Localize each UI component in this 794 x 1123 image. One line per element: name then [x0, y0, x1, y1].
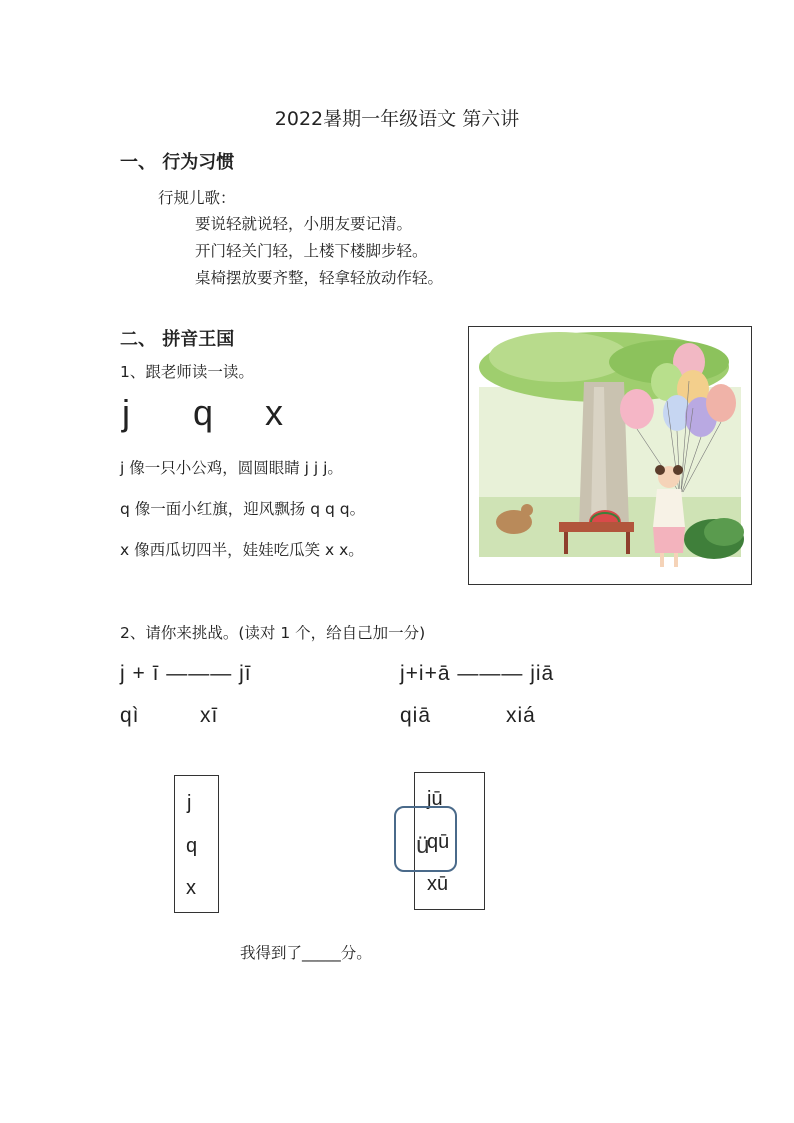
letter-j: j [122, 392, 130, 433]
section-heading-pinyin: 二、 拼音王国 [120, 329, 235, 350]
pinyin-item: xiá [506, 704, 536, 727]
score-line: 我得到了_____分。 [240, 944, 372, 962]
song-line: 开门轻关门轻，上楼下楼脚步轻。 [195, 242, 428, 260]
initial-letter: j [187, 792, 192, 814]
initial-letter: q [186, 835, 198, 857]
syllable: xū [427, 873, 449, 895]
illustration-image [469, 327, 751, 584]
question-2: 2、请你来挑战。(读对 1 个，给自己加一分) [120, 624, 426, 642]
initial-letter: x [186, 877, 196, 899]
pinyin-item: qì [120, 704, 140, 727]
pinyin-item: qiā [400, 704, 432, 727]
song-line: 桌椅摆放要齐整，轻拿轻放动作轻。 [195, 269, 444, 287]
syllable: jū [427, 788, 443, 810]
umlaut-badge-letter: ü [416, 832, 430, 859]
section-heading-habits: 一、 行为习惯 [120, 152, 235, 173]
syllable: qū [427, 831, 450, 853]
question-1: 1、跟老师读一读。 [120, 363, 254, 381]
song-line: 要说轻就说轻，小朋友要记清。 [195, 215, 413, 233]
letter-q: q [193, 392, 214, 433]
pinyin-item: xī [200, 704, 219, 727]
spelling-j-i: j + ī ——— jī [120, 662, 252, 685]
rhyme-line: x 像西瓜切四半，娃娃吃瓜笑 x x。 [120, 541, 364, 559]
song-label: 行规儿歌： [158, 189, 236, 207]
page-title: 2022暑期一年级语文 第六讲 [274, 108, 520, 130]
rhyme-line: q 像一面小红旗，迎风飘扬 q q q。 [120, 500, 366, 518]
letter-x: x [265, 392, 283, 433]
illustration-girl-balloons [468, 326, 752, 585]
spelling-j-i-a: j+i+ā ——— jiā [400, 662, 555, 685]
rhyme-line: j 像一只小公鸡，圆圆眼睛 j j j。 [120, 459, 343, 477]
